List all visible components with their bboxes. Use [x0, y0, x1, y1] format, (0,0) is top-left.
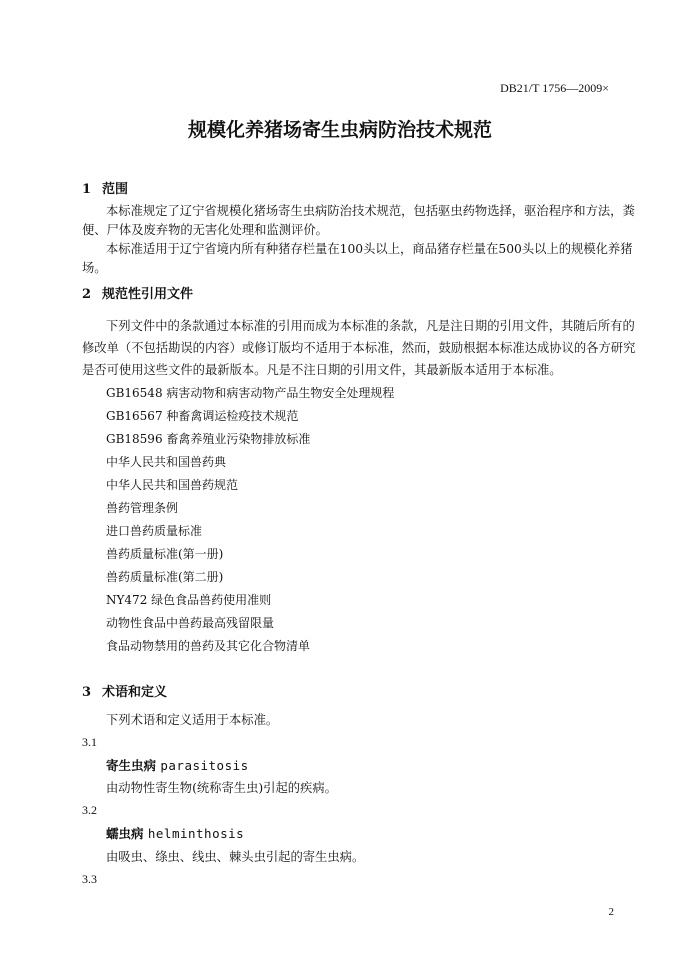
section-title: 范围 — [102, 182, 129, 197]
paragraph-line: 本标准规定了辽宁省规模化猪场寄生虫病防治技术规范，包括驱虫药物选择，驱治程序和方法，粪 — [106, 204, 635, 218]
paragraph-line: 下列术语和定义适用于本标准。 — [106, 713, 279, 727]
section-number: 3 — [82, 685, 92, 700]
subsection-number: 3.3 — [82, 872, 97, 886]
paragraph-line: 下列文件中的条款通过本标准的引用而成为本标准的条款，凡是注日期的引用文件，其随后所有的 — [106, 319, 635, 333]
reference-item: 进口兽药质量标准 — [106, 524, 203, 538]
reference-item: 食品动物禁用的兽药及其它化合物清单 — [106, 639, 311, 653]
term-cn: 寄生虫病 — [106, 758, 157, 773]
section-number: 1 — [82, 182, 92, 197]
reference-item: 兽药质量标准(第一册) — [106, 547, 224, 561]
section-2-heading — [82, 283, 193, 302]
reference-item: 中华人民共和国兽药规范 — [106, 478, 239, 492]
paragraph-line: 是否可使用这些文件的最新版本。凡是不注日期的引用文件，其最新版本适用于本标准。 — [82, 363, 562, 377]
document-title: 规模化养猪场寄生虫病防治技术规范 — [187, 119, 492, 141]
reference-item: NY472 绿色食品兽药使用准则 — [106, 593, 272, 607]
term-entry — [106, 756, 249, 774]
term-definition: 由动物性寄生物(统称寄生虫)引起的疾病。 — [106, 781, 337, 795]
term-en: helminthosis — [147, 826, 245, 841]
paragraph-line: 便、尸体及废弃物的无害化处理和监测评价。 — [82, 223, 328, 237]
reference-item: 兽药质量标准(第二册) — [106, 570, 224, 584]
reference-item: GB16548 病害动物和病害动物产品生物安全处理规程 — [106, 386, 395, 400]
section-number: 2 — [82, 287, 92, 302]
reference-item: 兽药管理条例 — [106, 501, 179, 515]
section-title: 规范性引用文件 — [102, 287, 194, 302]
reference-item: GB18596 畜禽养殖业污染物排放标准 — [106, 432, 311, 446]
term-cn: 蠕虫病 — [106, 826, 144, 841]
reference-item: GB16567 种畜禽调运检疫技术规范 — [106, 409, 299, 423]
paragraph-line: 场。 — [82, 261, 107, 275]
subsection-number: 3.2 — [82, 803, 97, 817]
standard-code: DB21/T 1756—2009× — [500, 81, 609, 95]
paragraph-line: 修改单（不包括勘误的内容）或修订版均不适用于本标准，然而，鼓励根据本标准达成协议的各方研究 — [82, 341, 636, 355]
page-number: 2 — [608, 906, 614, 918]
section-1-heading — [82, 178, 128, 197]
paragraph-line: 本标准适用于辽宁省境内所有种猪存栏量在100头以上，商品猪存栏量在500头以上的规模化养猪 — [106, 242, 633, 256]
reference-item: 中华人民共和国兽药典 — [106, 455, 227, 469]
term-en: parasitosis — [160, 758, 249, 773]
term-definition: 由吸虫、绦虫、线虫、棘头虫引起的寄生虫病。 — [106, 850, 365, 864]
subsection-number: 3.1 — [82, 735, 97, 749]
term-entry — [106, 824, 244, 842]
section-3-heading — [82, 681, 167, 700]
reference-item: 动物性食品中兽药最高残留限量 — [106, 616, 275, 630]
section-title: 术语和定义 — [102, 685, 168, 700]
